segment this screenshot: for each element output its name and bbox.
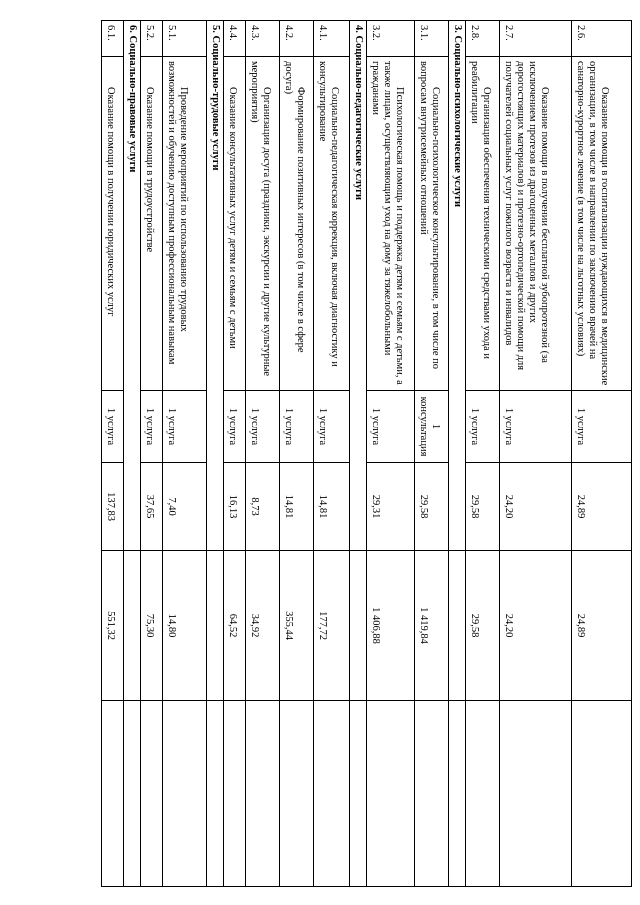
section-header-row xyxy=(206,21,223,887)
table-row xyxy=(366,21,414,887)
empty-cell xyxy=(313,701,349,887)
table-row xyxy=(279,21,313,887)
row-number-cell: 3.1. xyxy=(414,21,448,57)
section-header-row xyxy=(349,21,366,887)
empty-cell xyxy=(366,701,414,887)
service-name-cell: Оказание помощи в трудоустройстве xyxy=(140,57,162,391)
section-header-row xyxy=(448,21,465,887)
service-name-cell: Формирование позитивных интересов (в том числе в сфере досуга) xyxy=(279,57,313,391)
section-header-row xyxy=(123,21,140,887)
table-row xyxy=(572,21,632,887)
row-number-cell: 3.2. xyxy=(366,21,414,57)
table-row xyxy=(162,21,206,887)
price-cell: 29,31 xyxy=(366,463,414,551)
table-row xyxy=(313,21,349,887)
table-row xyxy=(140,21,162,887)
unit-cell: 1 услуга xyxy=(313,391,349,463)
rotated-table-container xyxy=(8,20,632,886)
row-number-cell: 4.2. xyxy=(279,21,313,57)
section-title-cell: 6. Социально-правовые услуги xyxy=(123,21,140,551)
unit-cell: 1 услуга xyxy=(279,391,313,463)
service-name-cell: Оказание консультативных услуг детям и семьям с детьми xyxy=(223,57,245,391)
unit-cell: 1 услуга xyxy=(101,391,123,463)
service-name-cell: Организация досуга (праздники, экскурсии и другие культурные мероприятия) xyxy=(245,57,279,391)
total-cell: 14,80 xyxy=(162,551,206,701)
empty-cell xyxy=(349,701,366,887)
service-name-cell: Социально-психологическое консультирование, в том числе по вопросам внутрисемейных отношений xyxy=(414,57,448,391)
unit-cell: 1 услуга xyxy=(162,391,206,463)
service-name-cell: Психологическая помощь и поддержка детям и семьям с детьми, а также лицам, осуществляющим уход на дому за тяжелобольными гражданами xyxy=(366,57,414,391)
empty-cell xyxy=(140,701,162,887)
table-row xyxy=(466,21,500,887)
unit-cell: 1 консультация xyxy=(414,391,448,463)
row-number-cell: 2.7. xyxy=(500,21,572,57)
row-number-cell: 2.8. xyxy=(466,21,500,57)
total-cell: 75,30 xyxy=(140,551,162,701)
service-name-cell: Проведение мероприятий по использованию трудовых возможностей и обучению доступным профессиональным навыкам xyxy=(162,57,206,391)
table-row xyxy=(223,21,245,887)
service-name-cell: Организация обеспечения техническими средствами ухода и реабилитации xyxy=(466,57,500,391)
empty-cell xyxy=(206,701,223,887)
unit-cell: 1 услуга xyxy=(366,391,414,463)
total-cell: 551,32 xyxy=(101,551,123,701)
price-cell: 37,65 xyxy=(140,463,162,551)
row-number-cell: 6.1. xyxy=(101,21,123,57)
total-cell: 1 406,88 xyxy=(366,551,414,701)
section-title-cell: 3. Социально-психологические услуги xyxy=(448,21,465,551)
empty-cell xyxy=(101,701,123,887)
total-cell: 64,52 xyxy=(223,551,245,701)
row-number-cell: 4.4. xyxy=(223,21,245,57)
table-row xyxy=(245,21,279,887)
price-cell: 7,40 xyxy=(162,463,206,551)
unit-cell: 1 услуга xyxy=(223,391,245,463)
row-number-cell: 4.1. xyxy=(313,21,349,57)
unit-cell: 1 услуга xyxy=(500,391,572,463)
table-row xyxy=(500,21,572,887)
section-title-cell: 5. Социально-трудовые услуги xyxy=(206,21,223,551)
unit-cell: 1 услуга xyxy=(245,391,279,463)
total-cell: 24,89 xyxy=(572,551,632,701)
empty-cell xyxy=(123,551,140,701)
total-cell: 355,44 xyxy=(279,551,313,701)
price-cell: 14,81 xyxy=(313,463,349,551)
empty-cell xyxy=(223,701,245,887)
unit-cell: 1 услуга xyxy=(140,391,162,463)
services-table-body xyxy=(101,21,631,887)
service-name-cell: Оказание помощи в получении юридических услуг xyxy=(101,57,123,391)
empty-cell xyxy=(279,701,313,887)
empty-cell xyxy=(414,701,448,887)
empty-cell xyxy=(349,551,366,701)
price-cell: 137,83 xyxy=(101,463,123,551)
empty-cell xyxy=(123,701,140,887)
service-name-cell: Оказание помощи в госпитализации нуждающихся в медицинские организации, в том числе в направлении по заключению врачей на санаторно-курортное лечение (в том числе на льготных условиях) xyxy=(572,57,632,391)
price-cell: 29,58 xyxy=(466,463,500,551)
row-number-cell: 5.1. xyxy=(162,21,206,57)
empty-cell xyxy=(448,551,465,701)
empty-cell xyxy=(162,701,206,887)
empty-cell xyxy=(448,701,465,887)
row-number-cell: 4.3. xyxy=(245,21,279,57)
empty-cell xyxy=(572,701,632,887)
price-cell: 29,58 xyxy=(414,463,448,551)
total-cell: 24,20 xyxy=(500,551,572,701)
price-cell: 14,81 xyxy=(279,463,313,551)
service-name-cell: Оказание помощи в получении бесплатной зубопротезной (за исключением протезов из драгоценных металлов и других дорогостоящих материалов) и протезно-ортопедической помощи для получателей социальных услуг пожилого возраста и инвалидов xyxy=(500,57,572,391)
empty-cell xyxy=(500,701,572,887)
empty-cell xyxy=(466,701,500,887)
price-cell: 24,89 xyxy=(572,463,632,551)
total-cell: 177,72 xyxy=(313,551,349,701)
section-title-cell: 4. Социально-педагогические услуги xyxy=(349,21,366,551)
empty-cell xyxy=(206,551,223,701)
total-cell: 1 419,84 xyxy=(414,551,448,701)
row-number-cell: 2.6. xyxy=(572,21,632,57)
unit-cell: 1 услуга xyxy=(572,391,632,463)
price-cell: 8,73 xyxy=(245,463,279,551)
price-cell: 24,20 xyxy=(500,463,572,551)
price-cell: 16,13 xyxy=(223,463,245,551)
row-number-cell: 5.2. xyxy=(140,21,162,57)
total-cell: 29,58 xyxy=(466,551,500,701)
empty-cell xyxy=(245,701,279,887)
table-row xyxy=(414,21,448,887)
unit-cell: 1 услуга xyxy=(466,391,500,463)
total-cell: 34,92 xyxy=(245,551,279,701)
table-row xyxy=(101,21,123,887)
service-name-cell: Социально-педагогическая коррекция, включая диагностику и консультирование xyxy=(313,57,349,391)
services-table xyxy=(101,20,632,887)
